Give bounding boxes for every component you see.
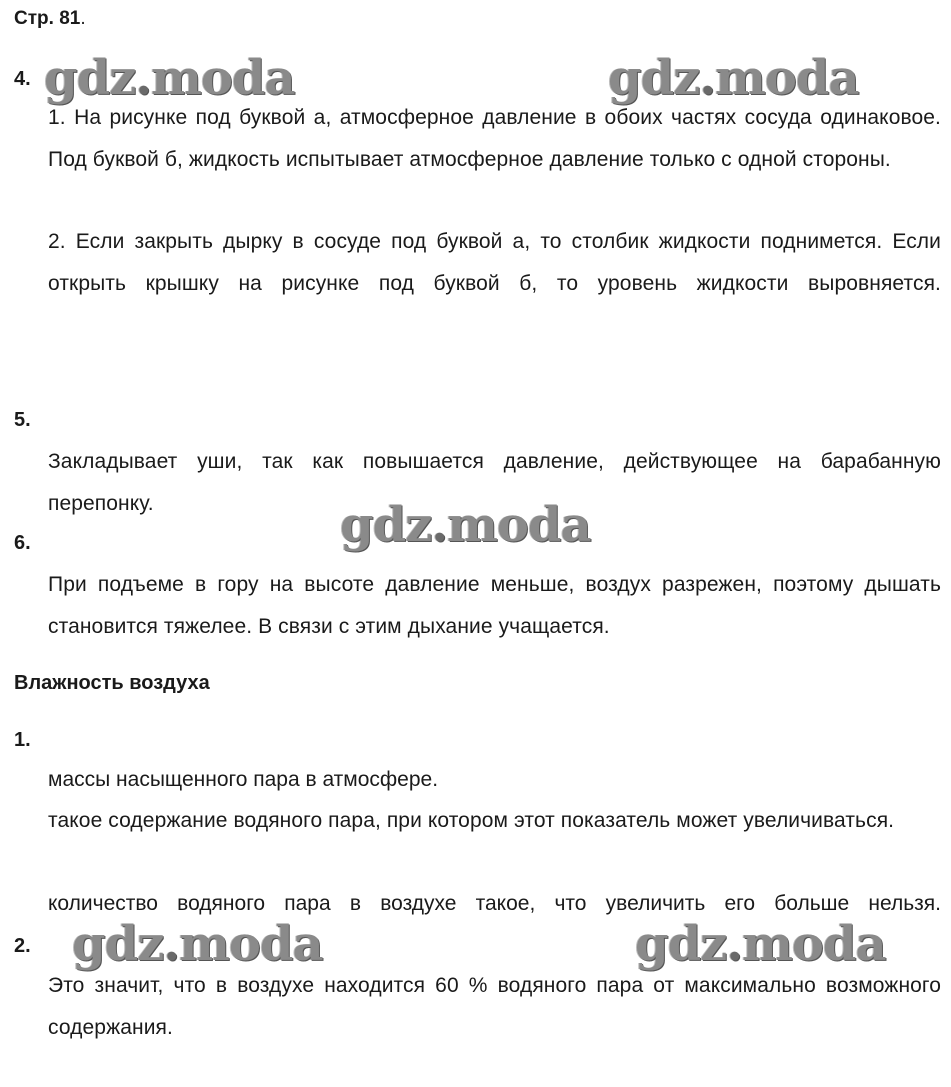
task-number: 4. bbox=[14, 68, 31, 90]
answer-paragraph: При подъеме в гору на высоте давление меньше, воздух разрежен, поэтому дышать становится тяжелее. В связи с этим дыхание учащается. bbox=[48, 573, 941, 638]
task-number: 6. bbox=[14, 532, 31, 554]
watermark: gdz.moda bbox=[635, 916, 886, 972]
answer-paragraph: Это значит, что в воздухе находится 60 % водяного пара от максимально возможного содержания. bbox=[48, 974, 941, 1039]
answer-paragraph: 2. Если закрыть дырку в сосуде под буквой а, то столбик жидкости поднимется. Если открыть крышку на рисунке под буквой б, то уровень жидкости выровняется. bbox=[48, 230, 941, 295]
answer-paragraph: Закладывает уши, так как повышается давление, действующее на барабанную перепонку. bbox=[48, 450, 941, 515]
task-number: 2. bbox=[14, 935, 31, 957]
watermark: gdz.moda bbox=[72, 916, 323, 972]
task-number: 1. bbox=[14, 729, 31, 751]
answer-line: массы насыщенного пара в атмосфере. bbox=[48, 768, 439, 791]
watermark: gdz.moda bbox=[340, 497, 591, 553]
page-number: Стр. 81. bbox=[14, 8, 86, 29]
answer-line: количество водяного пара в воздухе такое, что увеличить его больше нельзя. bbox=[48, 892, 941, 915]
watermark: gdz.moda bbox=[44, 50, 295, 106]
answer-paragraph: 1. На рисунке под буквой а, атмосферное давление в обоих частях сосуда одинаковое. Под буквой б, жидкость испытывает атмосферное давление только с одной стороны. bbox=[48, 106, 941, 171]
task-number: 5. bbox=[14, 409, 31, 431]
watermark: gdz.moda bbox=[608, 50, 859, 106]
answer-paragraph: такое содержание водяного пара, при котором этот показатель может увеличиваться. bbox=[48, 809, 895, 832]
section-heading: Влажность воздуха bbox=[14, 672, 210, 694]
